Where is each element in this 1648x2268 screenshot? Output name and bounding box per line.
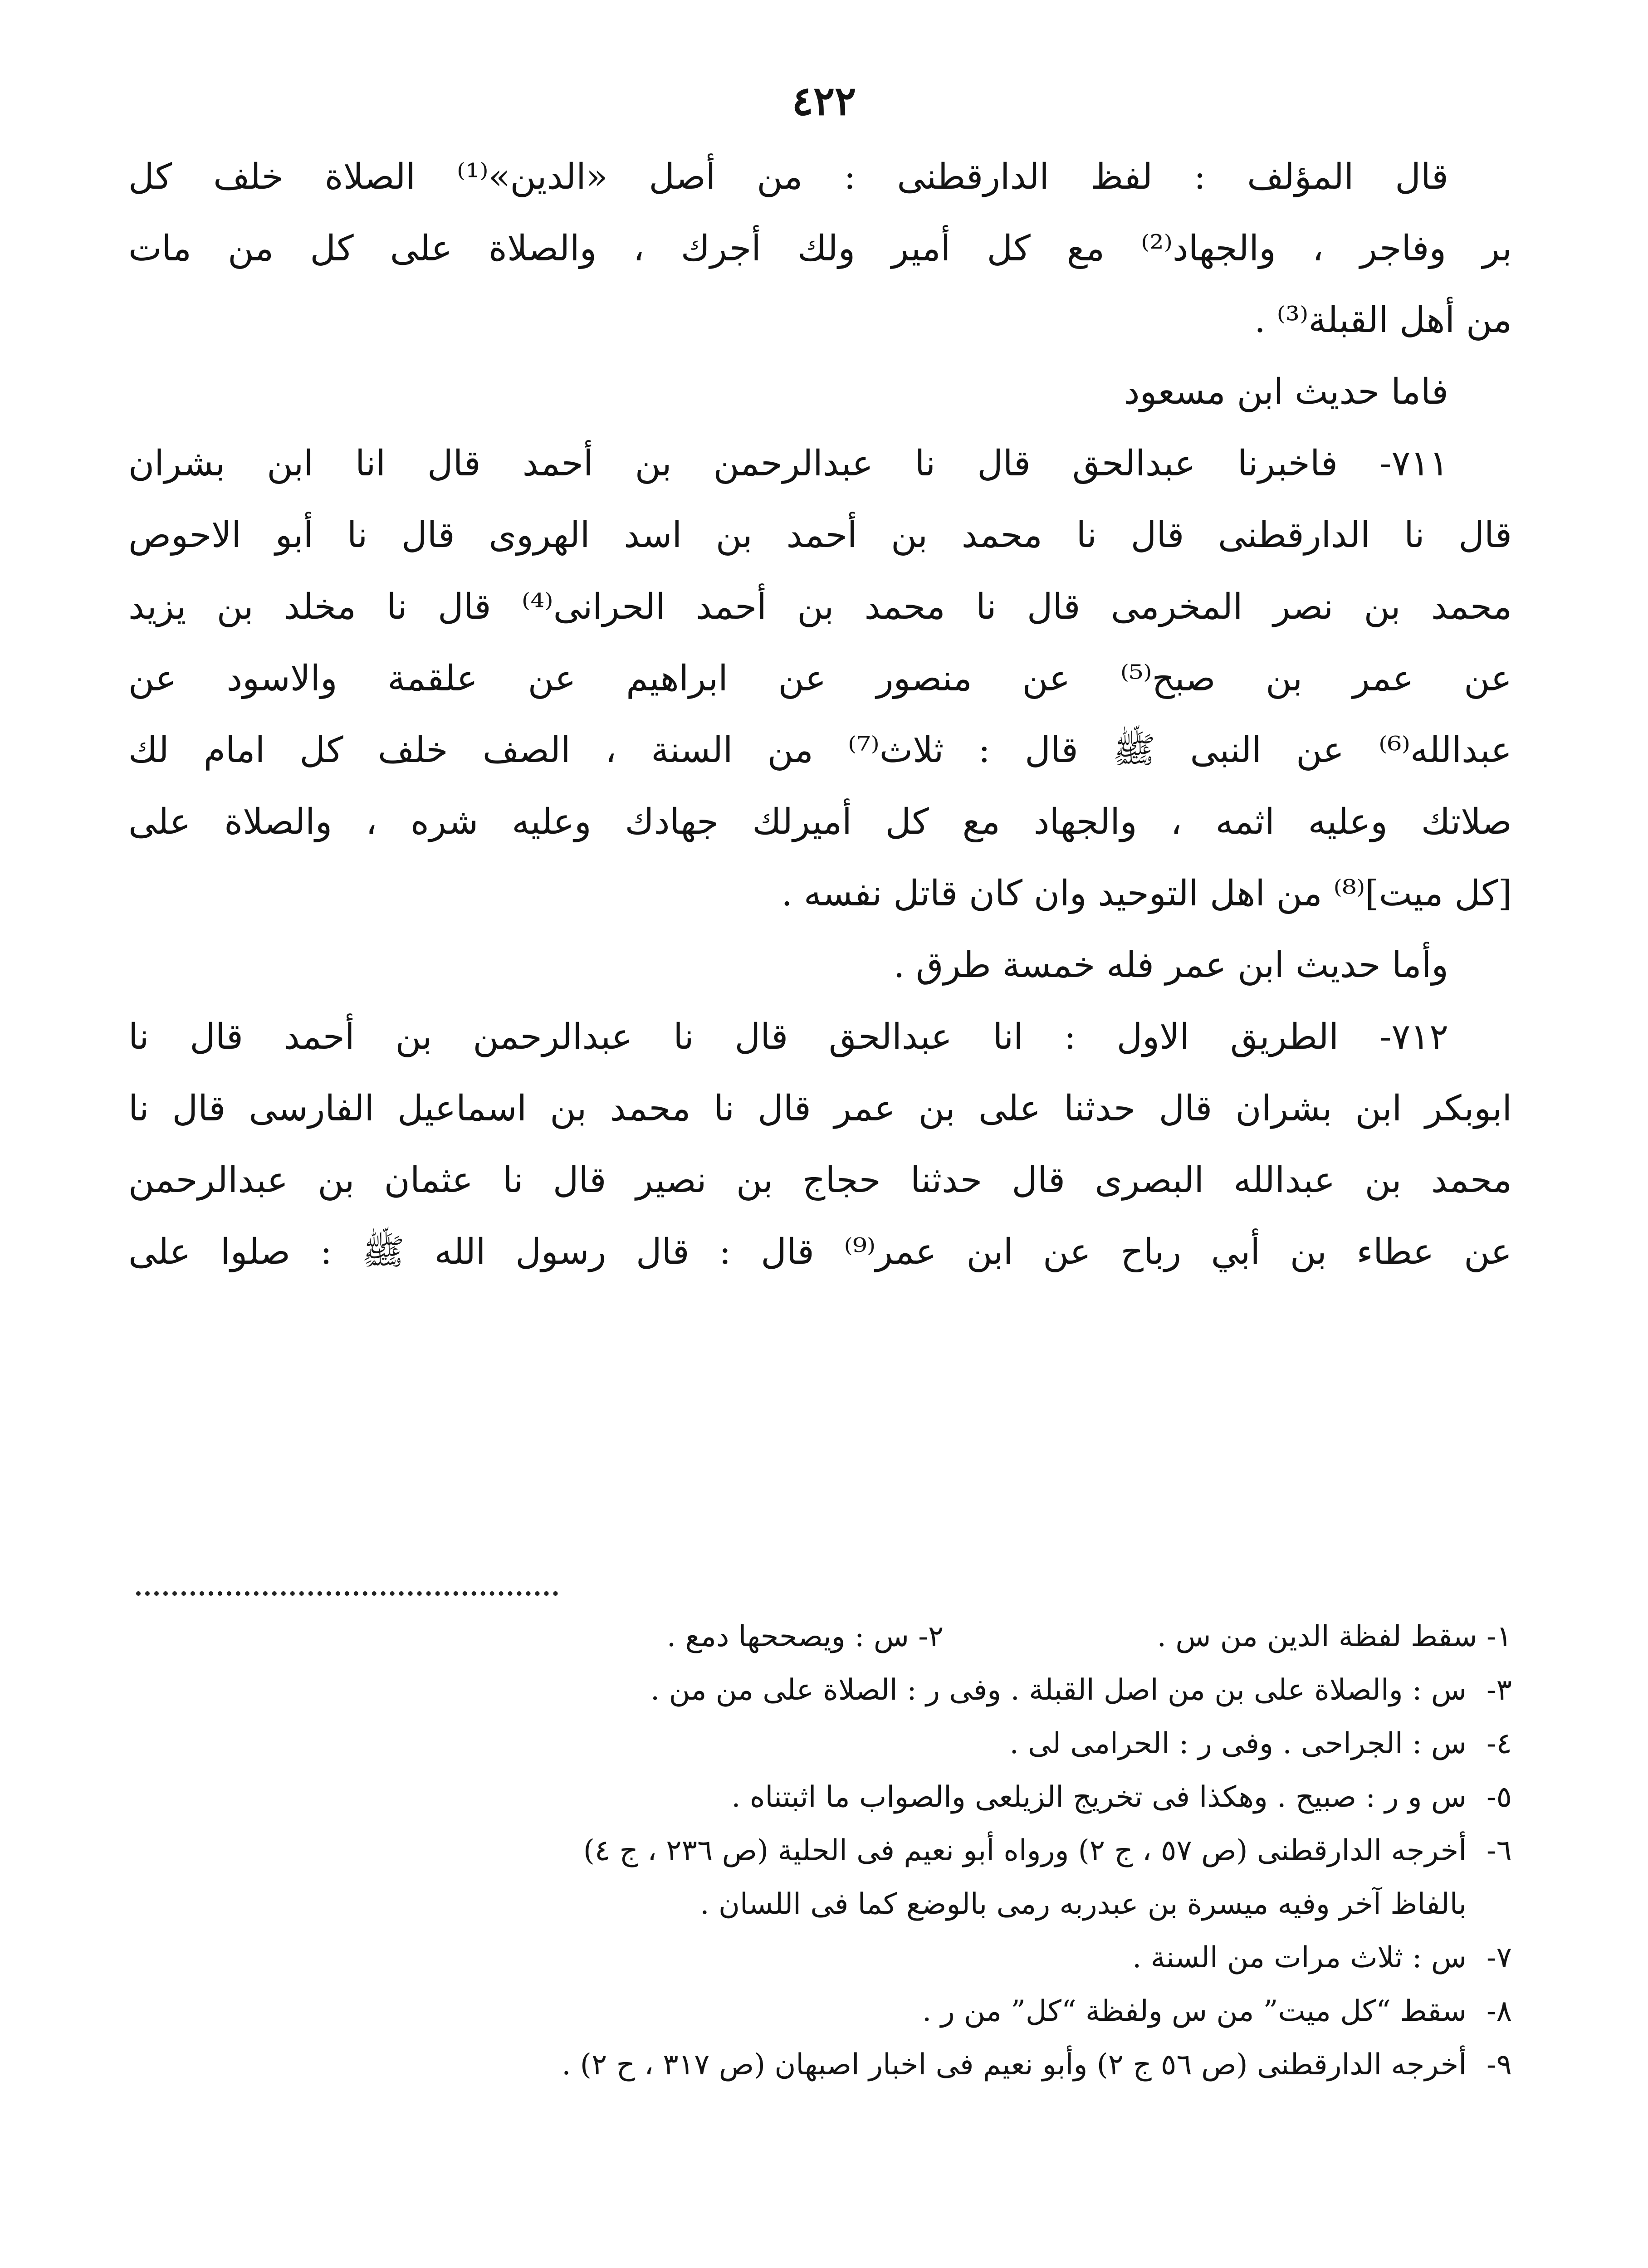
text-line: محمد بن نصر المخرمى قال نا محمد بن أحمد الحرانى⁽⁴⁾ قال نا مخلد بن يزيد xyxy=(128,587,1512,627)
footnote xyxy=(128,1882,1512,1936)
footnote xyxy=(128,1989,1512,2043)
footnote-1 xyxy=(1148,1620,1512,1653)
text-line: ابوبكر ابن بشران قال حدثنا على بن عمر قال نا محمد بن اسماعيل الفارسى قال نا xyxy=(128,1088,1512,1129)
text-line: قال المؤلف : لفظ الدارقطنى : من أصل «الدين»⁽¹⁾ الصلاة خلف كل xyxy=(128,156,1448,197)
footnote xyxy=(128,1936,1512,1989)
text-line: محمد بن عبدالله البصرى قال حدثنا حجاج بن نصير قال نا عثمان بن عبدالرحمن xyxy=(128,1160,1512,1201)
footnote-number: ٦- xyxy=(1487,1834,1512,1867)
footnote-text: سقط “كل ميت” من س ولفظة “كل” من ر . xyxy=(922,1994,1467,2028)
footnote-list xyxy=(128,1668,1512,2097)
text-line: عن عمر بن صبح⁽⁵⁾ عن منصور عن ابراهيم عن علقمة والاسود عن xyxy=(128,658,1512,699)
footnote xyxy=(128,2043,1512,2097)
footnote-number: ٨- xyxy=(1487,1994,1512,2028)
footnote-text: س : والصلاة على بن من اصل القبلة . وفى ر : الصلاة على من من . xyxy=(650,1673,1467,1707)
footnote-text: أخرجه الدارقطنى (ص ٥٦ ج ٢) وأبو نعيم فى اخبار اصبهان (ص ٣١٧ ، ح ٢) . xyxy=(562,2048,1467,2082)
main-text xyxy=(128,150,1512,1296)
page-number: ٤٢٢ xyxy=(792,77,856,124)
section-heading: فاما حديث ابن مسعود xyxy=(1124,371,1448,412)
footnote-number: ٢- xyxy=(918,1620,944,1653)
text-line: من أهل القبلة⁽³⁾ . xyxy=(1254,300,1512,341)
footnote-number: ٣- xyxy=(1487,1673,1512,1707)
footnote-text: س : ويصححها دمع . xyxy=(666,1620,909,1653)
footnote xyxy=(128,1668,1512,1722)
text-line: عبدالله⁽⁶⁾ عن النبى ﷺ قال : ثلاث⁽⁷⁾ من السنة ، الصف خلف كل امام لك xyxy=(128,730,1512,771)
text-line: بر وفاجر ، والجهاد⁽²⁾ مع كل أمير ولك أجرك ، والصلاة على كل من مات xyxy=(128,228,1512,269)
text-line: قال نا الدارقطنى قال نا محمد بن أحمد بن اسد الهروى قال نا أبو الاحوص xyxy=(128,515,1512,556)
footnote-text: س و ر : صبيح . وهكذا فى تخريج الزيلعى والصواب ما اثبتناه . xyxy=(731,1780,1467,1814)
footnote-text: أخرجه الدارقطنى (ص ٥٧ ، ج ٢) ورواه أبو نعيم فى الحلية (ص ٢٣٦ ، ج ٤) xyxy=(583,1834,1467,1867)
footnote-number: ٥- xyxy=(1487,1780,1512,1814)
footnote-text: بالفاظ آخر وفيه ميسرة بن عبدربه رمى بالوضع كما فى اللسان . xyxy=(700,1887,1467,1921)
footnote-number: ٩- xyxy=(1487,2048,1512,2082)
footnote-pair xyxy=(128,1615,1512,1668)
text-line: ٧١٢- الطريق الاول : انا عبدالحق قال نا عبدالرحمن بن أحمد قال نا xyxy=(128,1017,1448,1057)
footnote xyxy=(128,1722,1512,1775)
footnote-number: ٤- xyxy=(1487,1727,1512,1760)
text-line: [كل ميت]⁽⁸⁾ من اهل التوحيد وان كان قاتل نفسه . xyxy=(781,873,1512,914)
text-line: عن عطاء بن أبي رباح عن ابن عمر⁽⁹⁾ قال : قال رسول الله ﷺ : صلوا على xyxy=(128,1232,1512,1272)
footnote-number: ٧- xyxy=(1487,1941,1512,1975)
footnote xyxy=(128,1829,1512,1882)
text-line: صلاتك وعليه اثمه ، والجهاد مع كل أميرلك جهادك وعليه شره ، والصلاة على xyxy=(128,802,1512,842)
footnote-separator xyxy=(136,1591,558,1596)
footnote-text: س : الجراحى . وفى ر : الحرامى لى . xyxy=(1009,1727,1467,1760)
footnote-2 xyxy=(667,1615,944,1658)
footnote-text: سقط لفظة الدين من س . xyxy=(1157,1620,1477,1653)
footnote xyxy=(128,1775,1512,1829)
footnote-text: س : ثلاث مرات من السنة . xyxy=(1132,1941,1467,1975)
text-line: ٧١١- فاخبرنا عبدالحق قال نا عبدالرحمن بن أحمد قال انا ابن بشران xyxy=(128,443,1448,484)
footnote-number: ١- xyxy=(1487,1620,1512,1653)
section-heading: وأما حديث ابن عمر فله خمسة طرق . xyxy=(893,945,1448,986)
footnotes xyxy=(128,1615,1512,2097)
